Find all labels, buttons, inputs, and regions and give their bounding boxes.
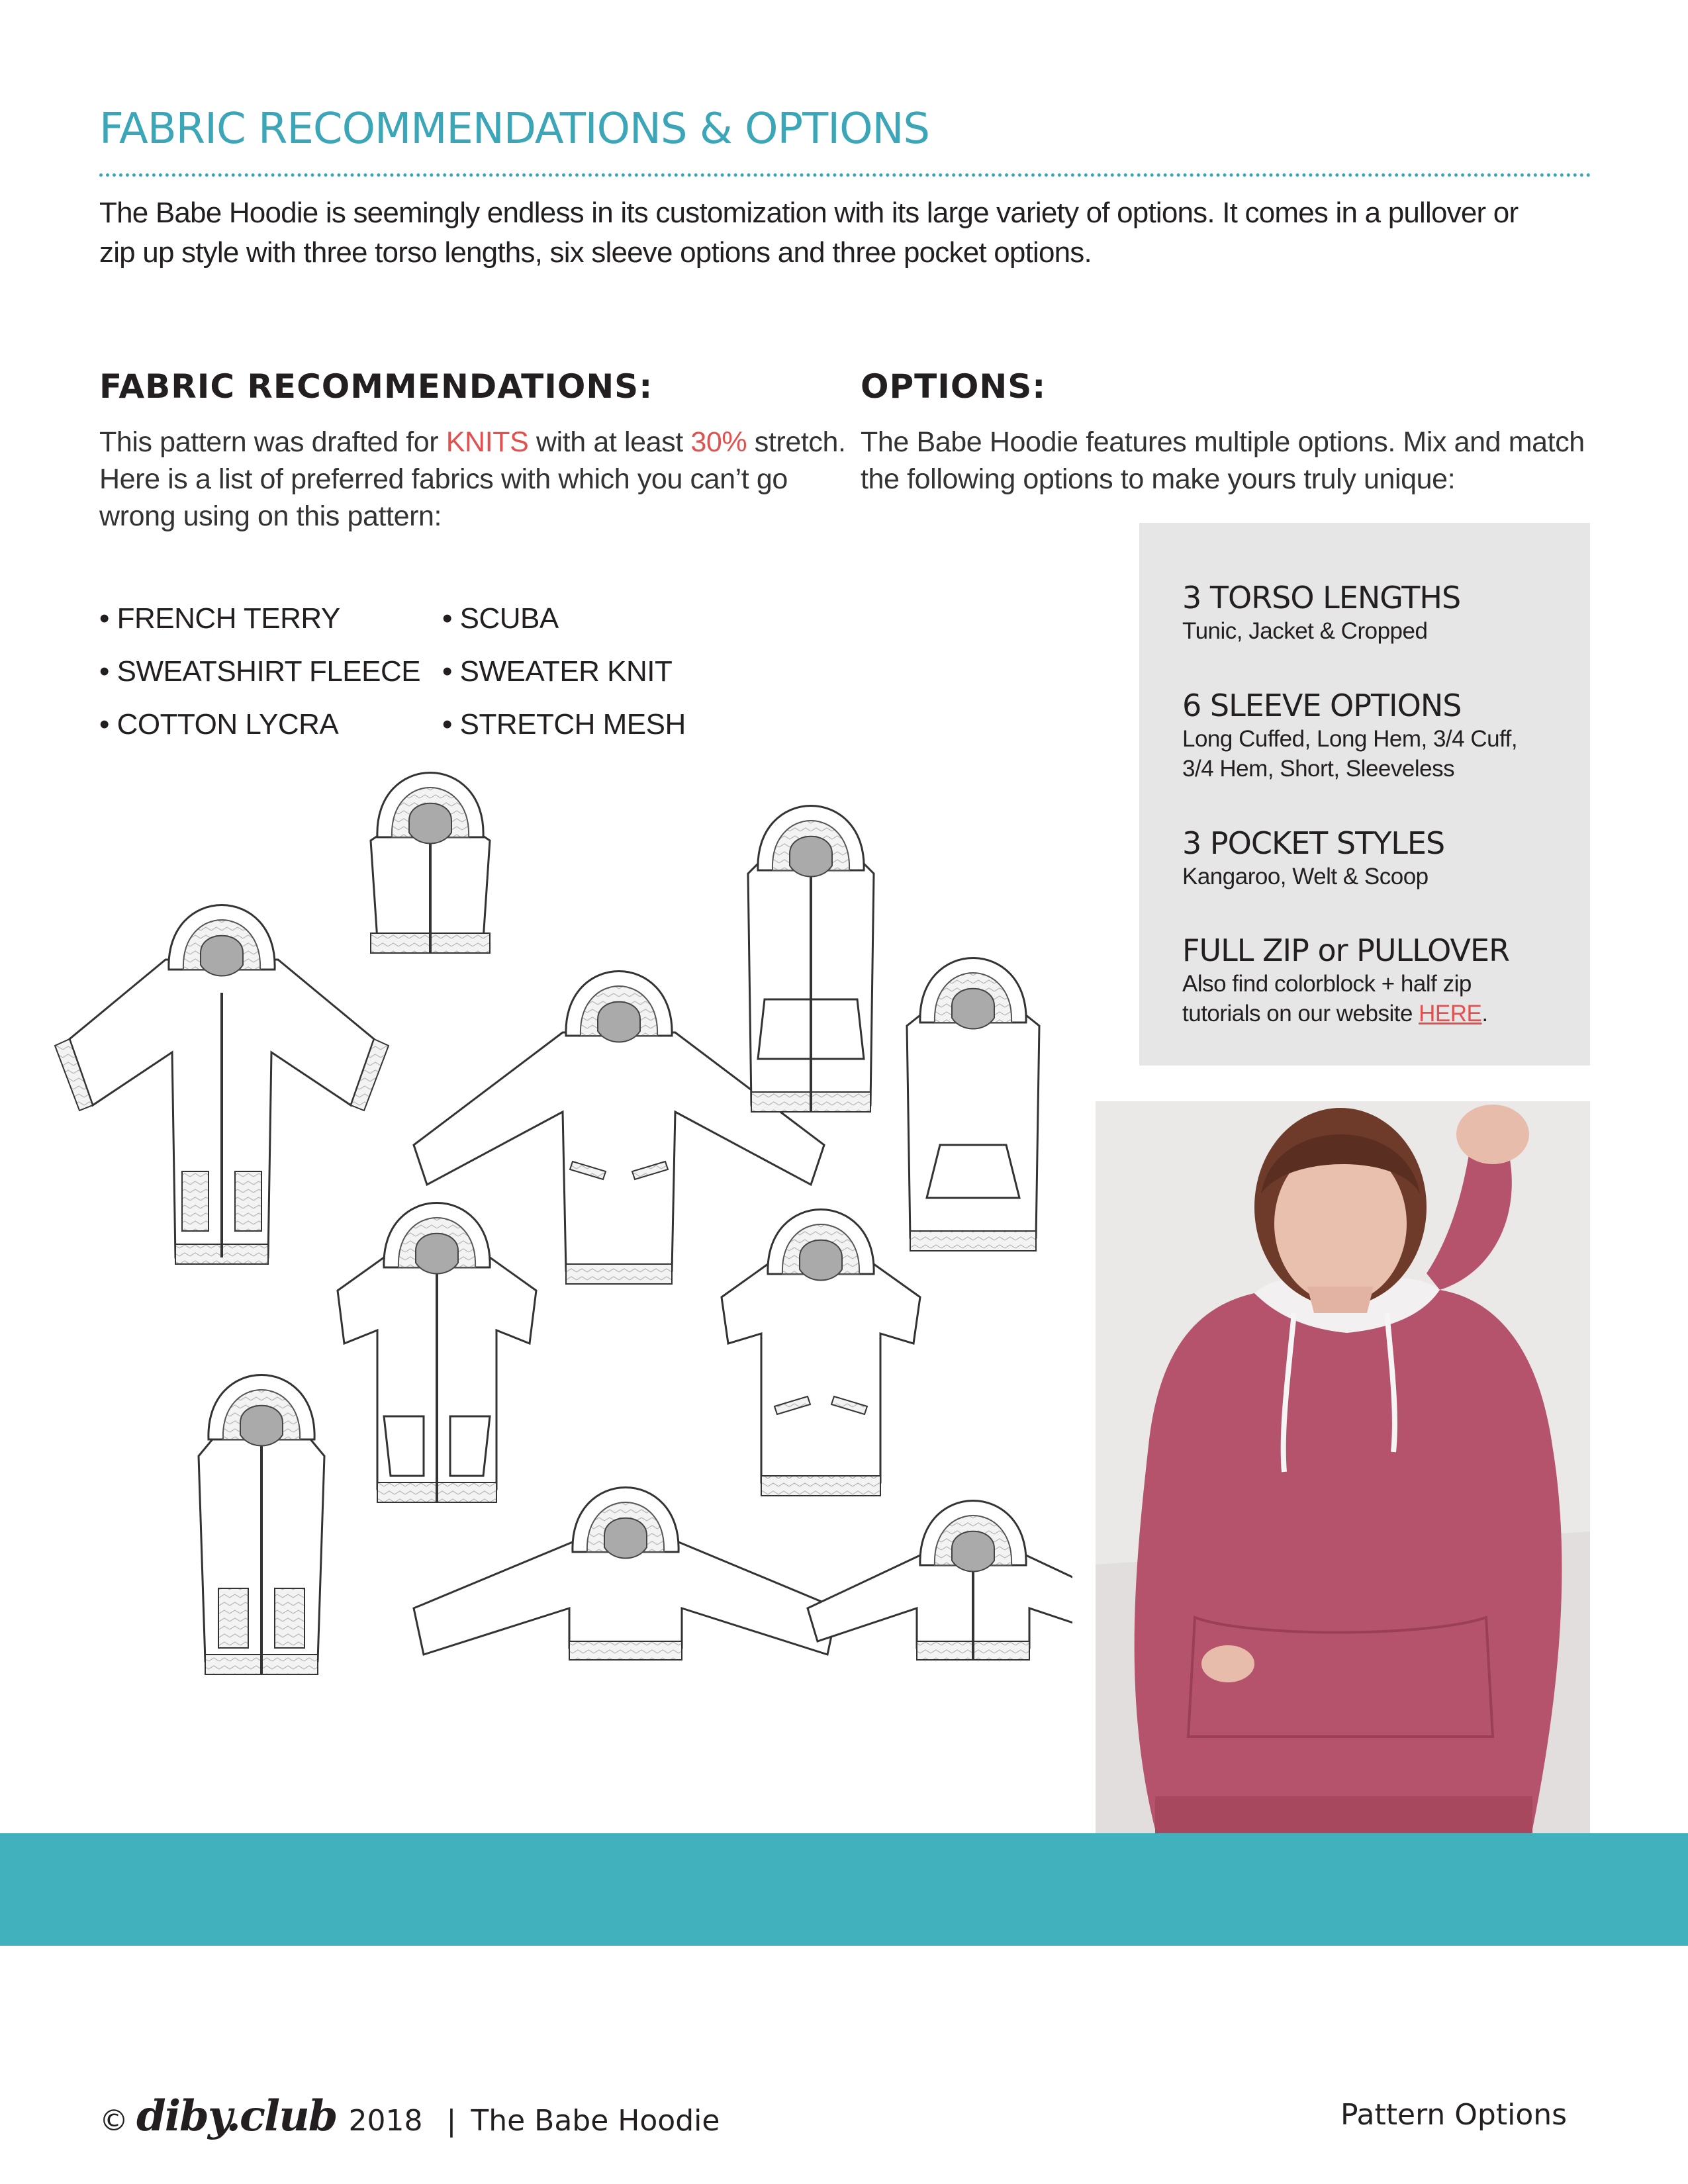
hoodie-flat-icon bbox=[748, 806, 874, 1113]
option-pocket bbox=[1182, 825, 1444, 891]
title-divider bbox=[99, 173, 1591, 177]
option-desc bbox=[1182, 999, 1509, 1028]
option-zip bbox=[1182, 932, 1509, 1028]
fabric-list-col-1 bbox=[99, 592, 420, 751]
list-item: • SWEATSHIRT FLEECE bbox=[99, 645, 420, 698]
copyright-symbol: © bbox=[99, 2104, 128, 2138]
option-desc: Kangaroo, Welt & Scoop bbox=[1182, 864, 1429, 889]
option-sleeve bbox=[1182, 687, 1517, 784]
hoodie-flat-icon bbox=[371, 773, 490, 954]
footer-separator: | bbox=[446, 2104, 457, 2138]
fabric-heading: FABRIC RECOMMENDATIONS: bbox=[99, 367, 653, 406]
hoodie-flat-icon bbox=[199, 1375, 324, 1675]
list-item: • STRETCH MESH bbox=[442, 698, 686, 751]
fabric-para-text: This pattern was drafted for bbox=[99, 426, 446, 458]
website-link[interactable]: HERE bbox=[1419, 1001, 1482, 1026]
footer-left bbox=[99, 2091, 720, 2141]
option-desc: 3/4 Hem, Short, Sleeveless bbox=[1182, 756, 1455, 782]
hoodie-flat-icon bbox=[722, 1210, 920, 1496]
fabric-list-col-2 bbox=[442, 592, 686, 751]
brand-logo: diby.club bbox=[136, 2091, 337, 2141]
list-item: • SWEATER KNIT bbox=[442, 645, 686, 698]
footer-pattern-name: The Babe Hoodie bbox=[471, 2104, 720, 2138]
list-item: • SCUBA bbox=[442, 592, 686, 645]
list-item: • FRENCH TERRY bbox=[99, 592, 420, 645]
option-title: FULL ZIP or PULLOVER bbox=[1182, 933, 1510, 968]
fabric-para-text: with at least bbox=[528, 426, 691, 458]
hoodie-flat-icon bbox=[414, 1488, 837, 1661]
option-torso bbox=[1182, 579, 1460, 646]
options-box bbox=[1139, 523, 1590, 1066]
hoodie-flat-icon bbox=[338, 1203, 536, 1503]
fabric-para-text: stretch. Here is a list of preferred fabrics with which you can’t go wrong using on this pattern: bbox=[99, 426, 846, 532]
teal-footer-band bbox=[0, 1833, 1688, 1946]
option-desc-text: . bbox=[1481, 1001, 1488, 1026]
footer-year: 2018 bbox=[348, 2104, 423, 2138]
list-item: • COTTON LYCRA bbox=[99, 698, 420, 751]
intro-paragraph: The Babe Hoodie is seemingly endless in its customization with its large variety of options. It comes in a pullover or zip up style with three torso lengths, six sleeve options and three pocket options. bbox=[99, 197, 1519, 269]
options-heading: OPTIONS: bbox=[861, 367, 1047, 406]
model-photo-image bbox=[1096, 1101, 1590, 1897]
hoodie-flat-icon bbox=[808, 1501, 1072, 1661]
option-desc-text: tutorials on our website bbox=[1182, 1001, 1419, 1026]
knits-highlight: KNITS bbox=[445, 426, 529, 458]
option-desc: Tunic, Jacket & Cropped bbox=[1182, 618, 1428, 644]
hoodie-flat-icon bbox=[55, 905, 389, 1265]
model-photo bbox=[1096, 1101, 1590, 1897]
option-title: 3 TORSO LENGTHS bbox=[1182, 580, 1461, 615]
hoodie-flat-icon bbox=[907, 958, 1039, 1251]
options-paragraph: The Babe Hoodie features multiple options. Mix and match the following options to make yours truly unique: bbox=[861, 426, 1585, 495]
fabric-paragraph bbox=[99, 424, 847, 535]
option-desc: Long Cuffed, Long Hem, 3/4 Cuff, bbox=[1182, 726, 1518, 752]
page-title: FABRIC RECOMMENDATIONS & OPTIONS bbox=[99, 105, 929, 154]
option-title: 6 SLEEVE OPTIONS bbox=[1182, 688, 1462, 723]
hoodie-flats-illustration bbox=[40, 735, 1072, 1688]
stretch-highlight: 30% bbox=[690, 426, 747, 458]
option-title: 3 POCKET STYLES bbox=[1182, 825, 1445, 861]
footer-section-label: Pattern Options bbox=[1340, 2098, 1568, 2132]
option-desc: Also find colorblock + half zip bbox=[1182, 971, 1472, 997]
